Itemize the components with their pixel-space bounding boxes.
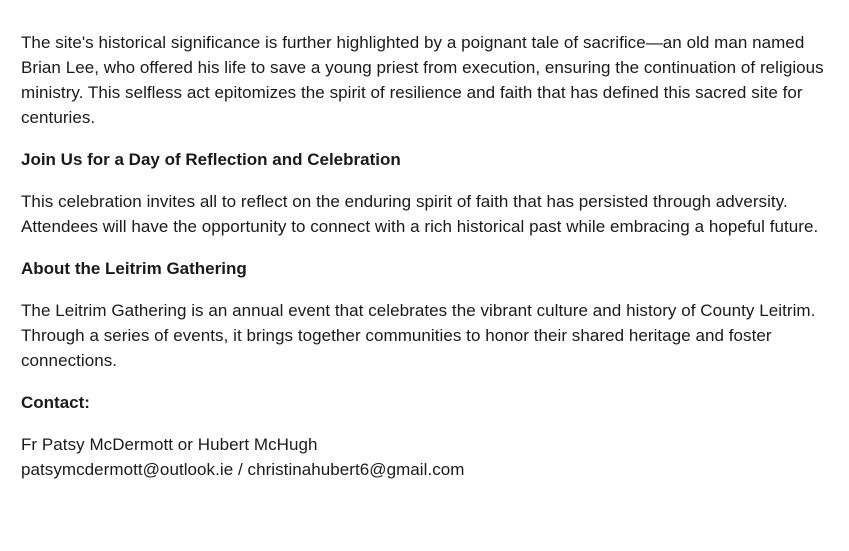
heading-leitrim-gathering: About the Leitrim Gathering [21, 259, 247, 278]
paragraph-leitrim: The Leitrim Gathering is an annual event that celebrates the vibrant culture and history of County Leitrim. Through a series of events, it brings together communities to honor their shared heritage and foster connections. [21, 301, 816, 370]
heading-reflection: Join Us for a Day of Reflection and Celebration [21, 150, 401, 169]
contact-names: Fr Patsy McDermott or Hubert McHugh [21, 435, 318, 454]
contact-emails: patsymcdermott@outlook.ie / christinahubert6@gmail.com [21, 460, 465, 479]
paragraph-history: The site's historical significance is further highlighted by a poignant tale of sacrifice—an old man named Brian Lee, who offered his life to save a young priest from execution, ensuring the continuation of religious ministry. This selfless act epitomizes the spirit of resilience and faith that has defined this sacred site for centuries. [21, 33, 824, 127]
paragraph-celebration: This celebration invites all to reflect on the enduring spirit of faith that has persisted through adversity. Attendees will have the opportunity to connect with a rich historical past while embracing a hopeful future. [21, 192, 819, 236]
heading-contact: Contact: [21, 393, 90, 412]
